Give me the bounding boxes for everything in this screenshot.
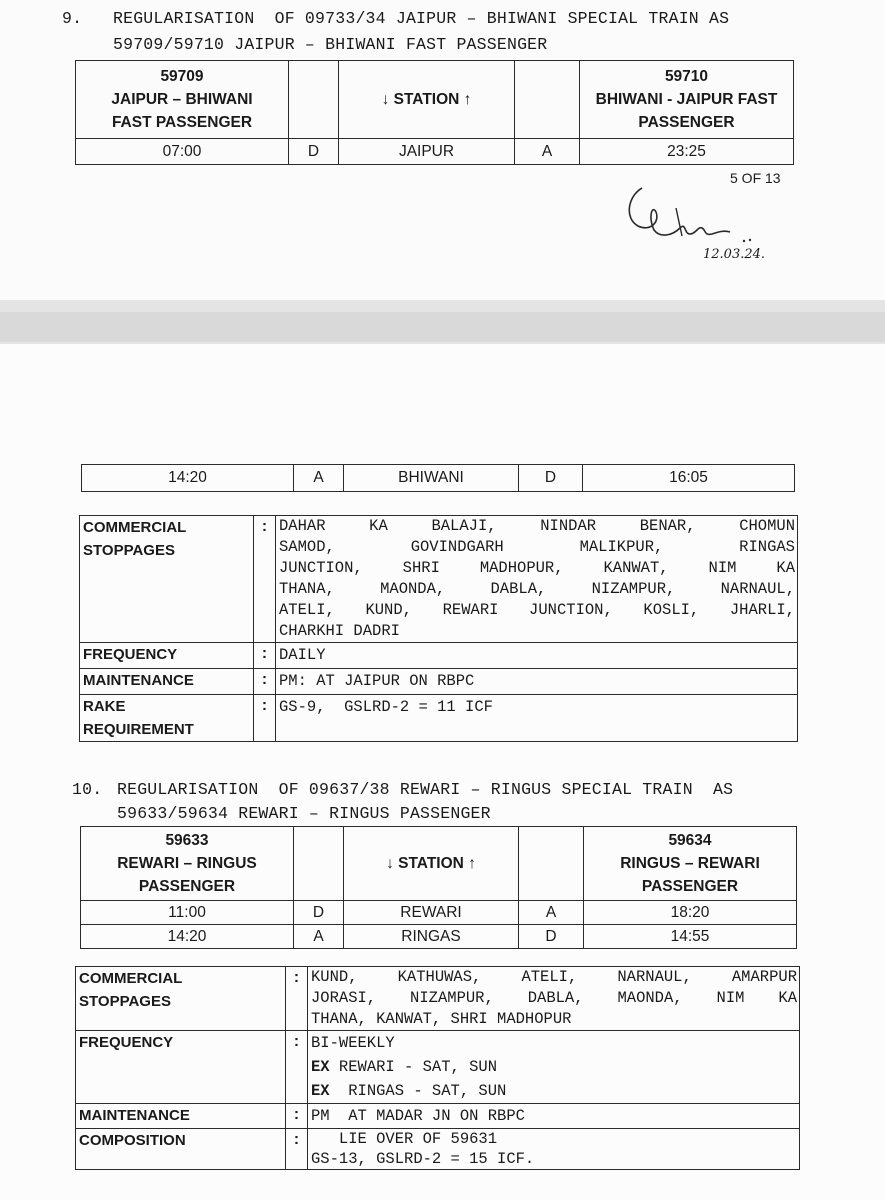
- left-train-number: 59633: [165, 832, 209, 849]
- blank-header-cell: [515, 61, 580, 139]
- section-9-title-line-1: REGULARISATION OF 09733/34 JAIPUR – BHIWANI SPECIAL TRAIN AS: [113, 9, 730, 28]
- composition-line: LIE OVER OF 59631: [311, 1130, 498, 1148]
- maintenance-value: PM: AT JAIPUR ON RBPC: [276, 669, 798, 695]
- right-time: 23:25: [580, 139, 794, 165]
- colon: :: [254, 695, 276, 742]
- right-train-name-1: RINGUS – REWARI: [620, 855, 760, 872]
- left-time: 14:20: [81, 925, 294, 949]
- station-header: ↓ STATION ↑: [339, 61, 515, 139]
- section-9-timetable: [75, 60, 794, 165]
- left-time: 11:00: [81, 901, 294, 925]
- station-name: BHIWANI: [344, 465, 519, 492]
- frequency-label: FREQUENCY: [76, 1031, 286, 1104]
- rake-value: GS-9, GSLRD-2 = 11 ICF: [276, 695, 798, 742]
- ex-text: RINGAS - SAT, SUN: [329, 1082, 507, 1100]
- stoppages-label-1: COMMERCIAL: [83, 519, 187, 536]
- stoppages-line: THANA, MAONDA, DABLA, NIZAMPUR, NARNAUL,: [279, 580, 795, 598]
- section-10-number: 10.: [72, 780, 103, 799]
- colon: :: [286, 967, 308, 1031]
- table-row: [81, 925, 797, 949]
- stoppages-row: [80, 516, 798, 643]
- maintenance-value: PM AT MADAR JN ON RBPC: [308, 1104, 800, 1129]
- maintenance-label: MAINTENANCE: [80, 669, 254, 695]
- stoppages-line: THANA, KANWAT, SHRI MADHOPUR: [311, 1010, 572, 1028]
- station-name: REWARI: [344, 901, 519, 925]
- section-10-details: [75, 966, 800, 1170]
- stoppages-row: [76, 967, 800, 1031]
- colon: :: [254, 669, 276, 695]
- stoppages-value: [276, 516, 798, 643]
- frequency-label: FREQUENCY: [80, 643, 254, 669]
- stoppages-label-2: STOPPAGES: [79, 993, 171, 1010]
- stoppages-line: KUND, KATHUWAS, ATELI, NARNAUL, AMARPUR: [311, 968, 797, 986]
- ex-tag: EX: [311, 1082, 330, 1100]
- left-time: 14:20: [82, 465, 294, 492]
- right-flag: A: [515, 139, 580, 165]
- frequency-row: [76, 1031, 800, 1104]
- right-train-name-1: BHIWANI - JAIPUR FAST: [595, 91, 778, 108]
- frequency-value: DAILY: [276, 643, 798, 669]
- colon: :: [286, 1104, 308, 1129]
- right-flag: D: [519, 925, 584, 949]
- section-9-details: [79, 515, 798, 742]
- ex-tag: EX: [311, 1058, 330, 1076]
- right-time: 16:05: [583, 465, 795, 492]
- stoppages-line: JORASI, NIZAMPUR, DABLA, MAONDA, NIM KA: [311, 989, 797, 1007]
- right-train-name-2: PASSENGER: [641, 878, 739, 895]
- colon: :: [254, 643, 276, 669]
- stoppages-line: CHARKHI DADRI: [279, 622, 400, 640]
- rake-label-2: REQUIREMENT: [83, 721, 194, 738]
- left-train-name-2: FAST PASSENGER: [111, 114, 253, 131]
- page-gap-shadow: [0, 312, 885, 342]
- left-train-name-2: PASSENGER: [138, 878, 236, 895]
- blank-header-cell: [289, 61, 339, 139]
- right-flag: D: [519, 465, 583, 492]
- composition-line: GS-13, GSLRD-2 = 15 ICF.: [311, 1150, 535, 1168]
- right-train-header: [584, 827, 797, 901]
- stoppages-label-1: COMMERCIAL: [79, 970, 183, 987]
- frequency-exception-2: [311, 1079, 797, 1103]
- composition-value: [308, 1129, 800, 1170]
- blank-header-cell: [519, 827, 584, 901]
- right-train-number: 59634: [668, 832, 712, 849]
- stoppages-line: JUNCTION, SHRI MADHOPUR, KANWAT, NIM KA: [279, 559, 795, 577]
- left-train-name-1: REWARI – RINGUS: [117, 855, 257, 872]
- right-time: 18:20: [584, 901, 797, 925]
- right-train-name-2: PASSENGER: [638, 114, 735, 131]
- left-train-number: 59709: [160, 68, 204, 85]
- stoppages-label: [80, 516, 254, 643]
- section-10-title-line-1: REGULARISATION OF 09637/38 REWARI – RINGUS SPECIAL TRAIN AS: [117, 780, 734, 799]
- stoppages-line: SAMOD, GOVINDGARH MALIKPUR, RINGAS: [279, 538, 795, 556]
- maintenance-row: [76, 1104, 800, 1129]
- stoppages-label: [76, 967, 286, 1031]
- stoppages-label-2: STOPPAGES: [83, 542, 175, 559]
- section-9-timetable-continued: [81, 464, 795, 492]
- left-time: 07:00: [76, 139, 289, 165]
- signature-date: 12.03.24.: [703, 247, 766, 262]
- colon: :: [286, 1129, 308, 1170]
- section-9-title-line-2: 59709/59710 JAIPUR – BHIWANI FAST PASSENGER: [113, 35, 548, 54]
- maintenance-row: [80, 669, 798, 695]
- station-name: JAIPUR: [339, 139, 515, 165]
- table-row: [82, 465, 795, 492]
- right-train-number: 59710: [664, 68, 709, 85]
- colon: :: [254, 516, 276, 643]
- left-flag: A: [294, 925, 344, 949]
- maintenance-label: MAINTENANCE: [76, 1104, 286, 1129]
- table-row: [81, 901, 797, 925]
- stoppages-line: DAHAR KA BALAJI, NINDAR BENAR, CHOMUN: [279, 517, 795, 535]
- left-train-header: [81, 827, 294, 901]
- frequency-value: [308, 1031, 800, 1104]
- left-flag: A: [294, 465, 344, 492]
- left-flag: D: [294, 901, 344, 925]
- ex-text: REWARI - SAT, SUN: [329, 1058, 498, 1076]
- left-train-header: [76, 61, 289, 139]
- composition-label: COMPOSITION: [76, 1129, 286, 1170]
- right-flag: A: [519, 901, 584, 925]
- section-10-title-line-2: 59633/59634 REWARI – RINGUS PASSENGER: [117, 804, 491, 823]
- right-time: 14:55: [584, 925, 797, 949]
- rake-label-1: RAKE: [83, 698, 126, 715]
- blank-header-cell: [294, 827, 344, 901]
- frequency-row: [80, 643, 798, 669]
- rake-label: [80, 695, 254, 742]
- left-flag: D: [289, 139, 339, 165]
- section-10-timetable: [80, 826, 797, 949]
- stoppages-value: [308, 967, 800, 1031]
- left-train-name-1: JAIPUR – BHIWANI: [111, 91, 253, 108]
- composition-row: [76, 1129, 800, 1170]
- frequency-exception-1: [311, 1055, 797, 1079]
- station-name: RINGAS: [344, 925, 519, 949]
- frequency-line: BI-WEEKLY: [311, 1034, 395, 1052]
- colon: :: [286, 1031, 308, 1104]
- table-row: [76, 139, 794, 165]
- rake-row: [80, 695, 798, 742]
- stoppages-line: ATELI, KUND, REWARI JUNCTION, KOSLI, JHARLI,: [279, 601, 795, 619]
- section-9-number: 9.: [62, 9, 83, 28]
- right-train-header: [580, 61, 794, 139]
- page-number: 5 OF 13: [730, 170, 781, 186]
- station-header: ↓ STATION ↑: [344, 827, 519, 901]
